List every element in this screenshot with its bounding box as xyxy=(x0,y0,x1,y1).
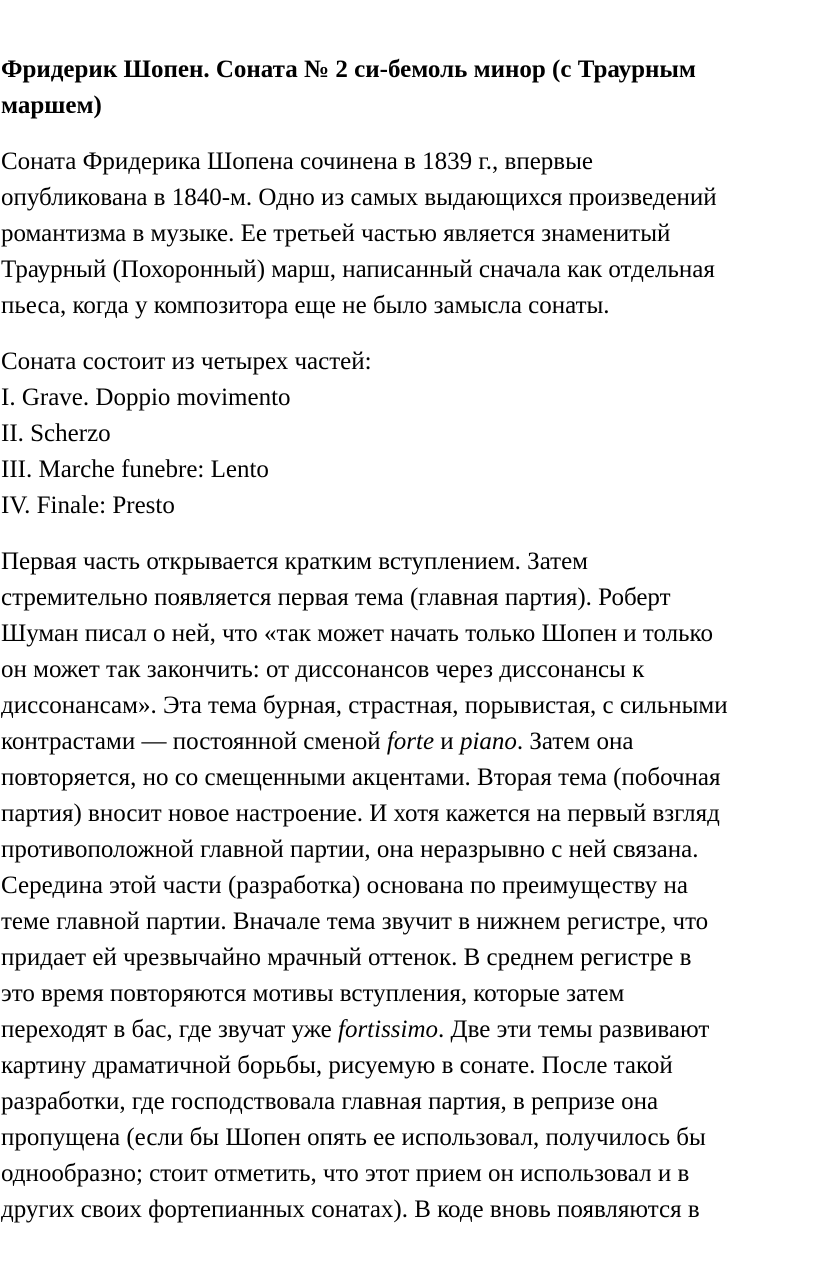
text-line: однообразно; стоит отметить, что этот прием он использовал и в xyxy=(1,1160,690,1187)
text-line xyxy=(1,724,806,760)
text-line: Траурный (Похоронный) марш, написанный сначала как отдельная xyxy=(1,256,715,283)
text-line: Первая часть открывается кратким вступлением. Затем xyxy=(1,548,588,575)
title-line: Фридерик Шопен. Соната № 2 си-бемоль минор (с Траурным xyxy=(1,56,696,83)
italic-term-piano: piano xyxy=(459,728,517,755)
italic-term-fortissimo: fortissimo xyxy=(338,1016,439,1043)
list-item: II. Scherzo xyxy=(1,420,111,447)
text-line: это время повторяются мотивы вступления, которые затем xyxy=(1,980,625,1007)
title-line: маршем) xyxy=(1,92,102,119)
text-line xyxy=(1,1012,806,1048)
text-segment: контрастами — постоянной сменой xyxy=(1,728,387,755)
text-line: пропущена (если бы Шопен опять ее использовал, получилось бы xyxy=(1,1124,706,1151)
text-line: он может так закончить: от диссонансов через диссонансы к xyxy=(1,656,645,683)
text-line: разработки, где господствовала главная партия, в репризе она xyxy=(1,1088,659,1115)
text-line: стремительно появляется первая тема (главная партия). Роберт xyxy=(1,584,671,611)
text-line: придает ей чрезвычайно мрачный оттенок. В среднем регистре в xyxy=(1,944,692,971)
text-line: Соната Фридерика Шопена сочинена в 1839 г., впервые xyxy=(1,148,594,175)
body-paragraph xyxy=(1,544,806,1228)
parts-list xyxy=(1,344,806,524)
text-line: Шуман писал о ней, что «так может начать только Шопен и только xyxy=(1,620,713,647)
text-line: опубликована в 1840-м. Одно из самых выдающихся произведений xyxy=(1,184,717,211)
list-item: IV. Finale: Presto xyxy=(1,492,175,519)
text-segment: и xyxy=(434,728,460,755)
intro-paragraph xyxy=(1,144,806,324)
text-line: других своих фортепианных сонатах). В коде вновь появляются в xyxy=(1,1196,700,1223)
document-title xyxy=(1,52,806,124)
list-item: I. Grave. Doppio movimento xyxy=(1,384,291,411)
parts-heading: Соната состоит из четырех частей: xyxy=(1,348,372,375)
text-line: картину драматичной борьбы, рисуемую в сонате. После такой xyxy=(1,1052,673,1079)
text-line: противоположной главной партии, она неразрывно с ней связана. xyxy=(1,836,699,863)
list-item: III. Marche funebre: Lento xyxy=(1,456,269,483)
text-line: диссонансам». Эта тема бурная, страстная, порывистая, с сильными xyxy=(1,692,728,719)
text-line: партия) вносит новое настроение. И хотя кажется на первый взгляд xyxy=(1,800,720,827)
text-segment: переходят в бас, где звучат уже xyxy=(1,1016,338,1043)
text-line: Середина этой части (разработка) основана по преимуществу на xyxy=(1,872,688,899)
text-line: романтизма в музыке. Ее третьей частью является знаменитый xyxy=(1,220,671,247)
text-line: теме главной партии. Вначале тема звучит в нижнем регистре, что xyxy=(1,908,709,935)
text-segment: . Затем она xyxy=(516,728,634,755)
text-line: повторяется, но со смещенными акцентами. Вторая тема (побочная xyxy=(1,764,721,791)
text-segment: . Две эти темы развивают xyxy=(438,1016,710,1043)
text-line: пьеса, когда у композитора еще не было замысла сонаты. xyxy=(1,292,610,319)
italic-term-forte: forte xyxy=(386,728,435,755)
